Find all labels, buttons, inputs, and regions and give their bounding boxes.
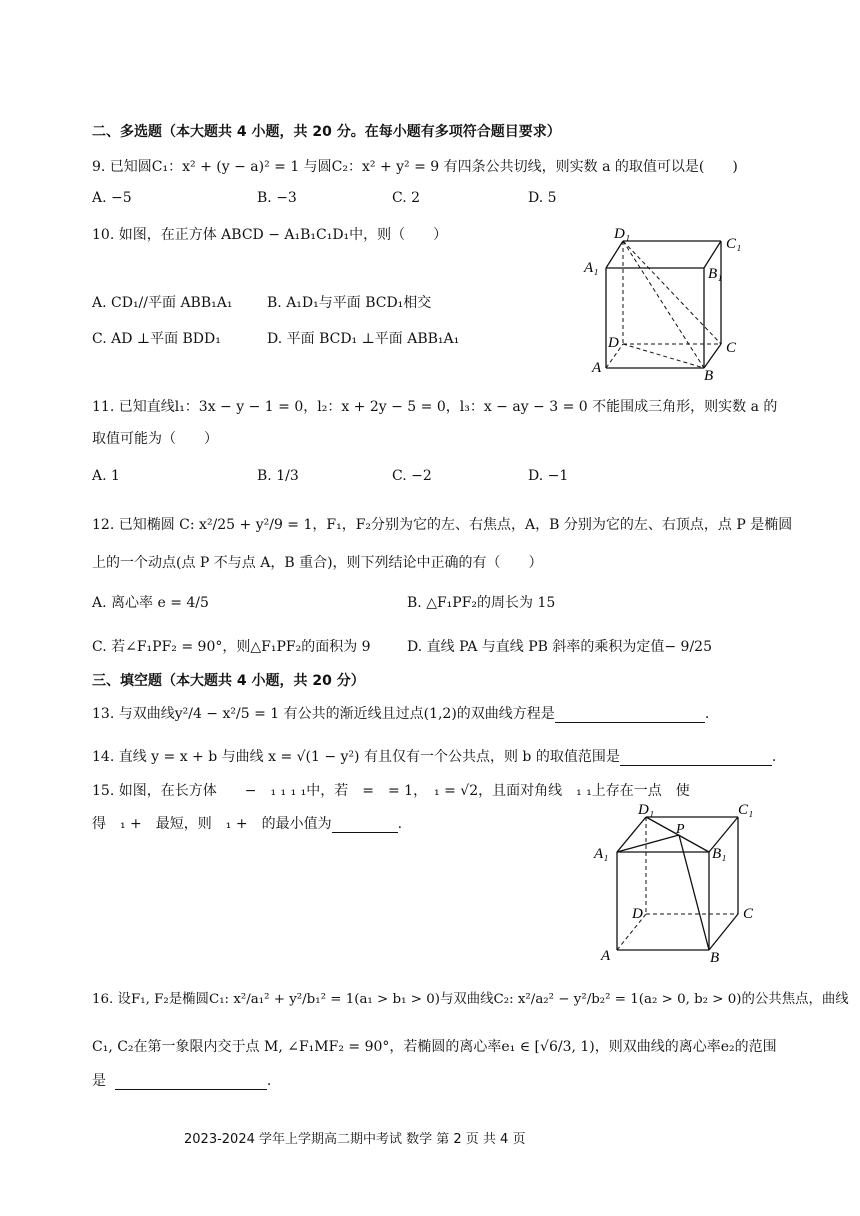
question-16-stem-line3 (92, 1070, 271, 1090)
question-11-stem-line1: 11. 已知直线l₁：3x − y − 1 = 0，l₂：x + 2y − 5 = 0，l₃：x − ay − 3 = 0 不能围成三角形，则实数 a 的 (92, 399, 778, 415)
cube-label-c1: C₁ (726, 236, 742, 252)
question-16-end: . (266, 1073, 272, 1089)
q10-option-d: D. 平面 BCD₁ ⊥平面 ABB₁A₁ (267, 331, 460, 347)
question-13-end: . (704, 706, 710, 722)
q9-option-c: C. 2 (392, 190, 421, 206)
cube-label-b1: B₁ (708, 266, 723, 282)
cube-label-d: D (608, 335, 619, 351)
q10-option-c: C. AD ⊥平面 BDD₁ (92, 331, 221, 347)
q11-option-d: D. −1 (528, 468, 569, 484)
page-footer: 2023-2024 学年上学期高二期中考试 数学 第 2 页 共 4 页 (184, 1132, 526, 1147)
cuboid-label-d: D (632, 906, 643, 922)
q9-option-b: B. −3 (257, 190, 297, 206)
cuboid-label-c: C (743, 906, 754, 922)
cuboid-label-c1: C₁ (738, 802, 754, 818)
section-3-title: 三、填空题（本大题共 4 小题，共 20 分） (92, 673, 365, 689)
cuboid-figure-q15 (592, 800, 762, 965)
question-15-end: . (397, 816, 403, 832)
q14-answer-blank[interactable] (620, 765, 772, 766)
cuboid-label-a: A (601, 948, 611, 964)
question-16-stem-line2: C₁, C₂在第一象限内交于点 M, ∠F₁MF₂ = 90°，若椭圆的离心率e₁ ∈ [√6/3, 1)，则双曲线的离心率e₂的范围 (92, 1039, 777, 1055)
cuboid-label-a1: A₁ (594, 846, 609, 862)
q9-option-a: A. −5 (92, 190, 132, 206)
cuboid-label-b1: B₁ (712, 846, 727, 862)
cuboid-label-d1: D₁ (638, 802, 655, 818)
cube-label-c: C (726, 340, 737, 356)
question-12-stem-line1: 12. 已知椭圆 C: x²/25 + y²/9 = 1，F₁，F₂分别为它的左、右焦点，A，B 分别为它的左、右顶点，点 P 是椭圆 (92, 517, 793, 533)
question-14-end: . (771, 749, 777, 765)
question-13-stem (92, 703, 709, 723)
question-13-text: 13. 与双曲线y²/4 − x²/5 = 1 有公共的渐近线且过点(1,2)的双曲线方程是 (92, 706, 555, 722)
q12-option-d: D. 直线 PA 与直线 PB 斜率的乘积为定值− 9/25 (407, 639, 712, 655)
q12-option-b: B. △F₁PF₂的周长为 15 (407, 595, 556, 611)
question-16-text: 是 (92, 1073, 106, 1089)
q16-answer-blank[interactable] (115, 1089, 267, 1090)
q10-option-a: A. CD₁//平面 ABB₁A₁ (92, 295, 233, 311)
question-14-text: 14. 直线 y = x + b 与曲线 x = √(1 − y²) 有且仅有一个公共点，则 b 的取值范围是 (92, 749, 620, 765)
q11-option-a: A. 1 (92, 468, 120, 484)
cube-label-a: A (592, 360, 602, 376)
q11-option-b: B. 1/3 (257, 468, 299, 484)
cube-label-b: B (704, 368, 714, 382)
q15-answer-blank[interactable] (332, 832, 398, 833)
question-11-stem-line2: 取值可能为（ ） (92, 431, 218, 447)
cube-label-d1: D₁ (614, 226, 631, 242)
q12-option-a: A. 离心率 e = 4/5 (92, 595, 209, 611)
cube-figure-q10 (580, 222, 750, 382)
q11-option-c: C. −2 (392, 468, 432, 484)
question-14-stem (92, 746, 776, 766)
question-16-stem-line1: 16. 设F₁, F₂是椭圆C₁: x²/a₁² + y²/b₁² = 1(a₁ > b₁ > 0)与双曲线C₂: x²/a₂² − y²/b₂² = 1(a₂ > 0, b₂ > 0)的公共焦点，曲线 (92, 992, 849, 1007)
question-12-stem-line2: 上的一个动点(点 P 不与点 A，B 重合)，则下列结论中正确的有（ ） (92, 555, 543, 571)
q10-option-b: B. A₁D₁与平面 BCD₁相交 (267, 295, 432, 311)
q12-option-c: C. 若∠F₁PF₂ = 90°，则△F₁PF₂的面积为 9 (92, 639, 371, 655)
section-2-title: 二、多选题（本大题共 4 小题，共 20 分。在每小题有多项符合题目要求） (92, 124, 561, 140)
question-15-stem-line2 (92, 813, 402, 833)
question-9-stem: 9. 已知圆C₁：x² + (y − a)² = 1 与圆C₂：x² + y² = 9 有四条公共切线，则实数 a 的取值可以是( ) (92, 159, 738, 175)
cuboid-label-b: B (710, 950, 720, 965)
cuboid-label-p: P (676, 822, 685, 837)
q9-option-d: D. 5 (528, 190, 557, 206)
question-15-text: 得 ₁ + 最短，则 ₁ + 的最小值为 (92, 816, 332, 832)
cube-label-a1: A₁ (584, 260, 599, 276)
q13-answer-blank[interactable] (555, 722, 705, 723)
question-15-stem-line1: 15. 如图，在长方体 − ₁ ₁ ₁ ₁中，若 = = 1， ₁ = √2，且面对角线 ₁ ₁上存在一点 使 (92, 783, 690, 799)
question-10-stem: 10. 如图，在正方体 ABCD − A₁B₁C₁D₁中，则（ ） (92, 227, 448, 243)
